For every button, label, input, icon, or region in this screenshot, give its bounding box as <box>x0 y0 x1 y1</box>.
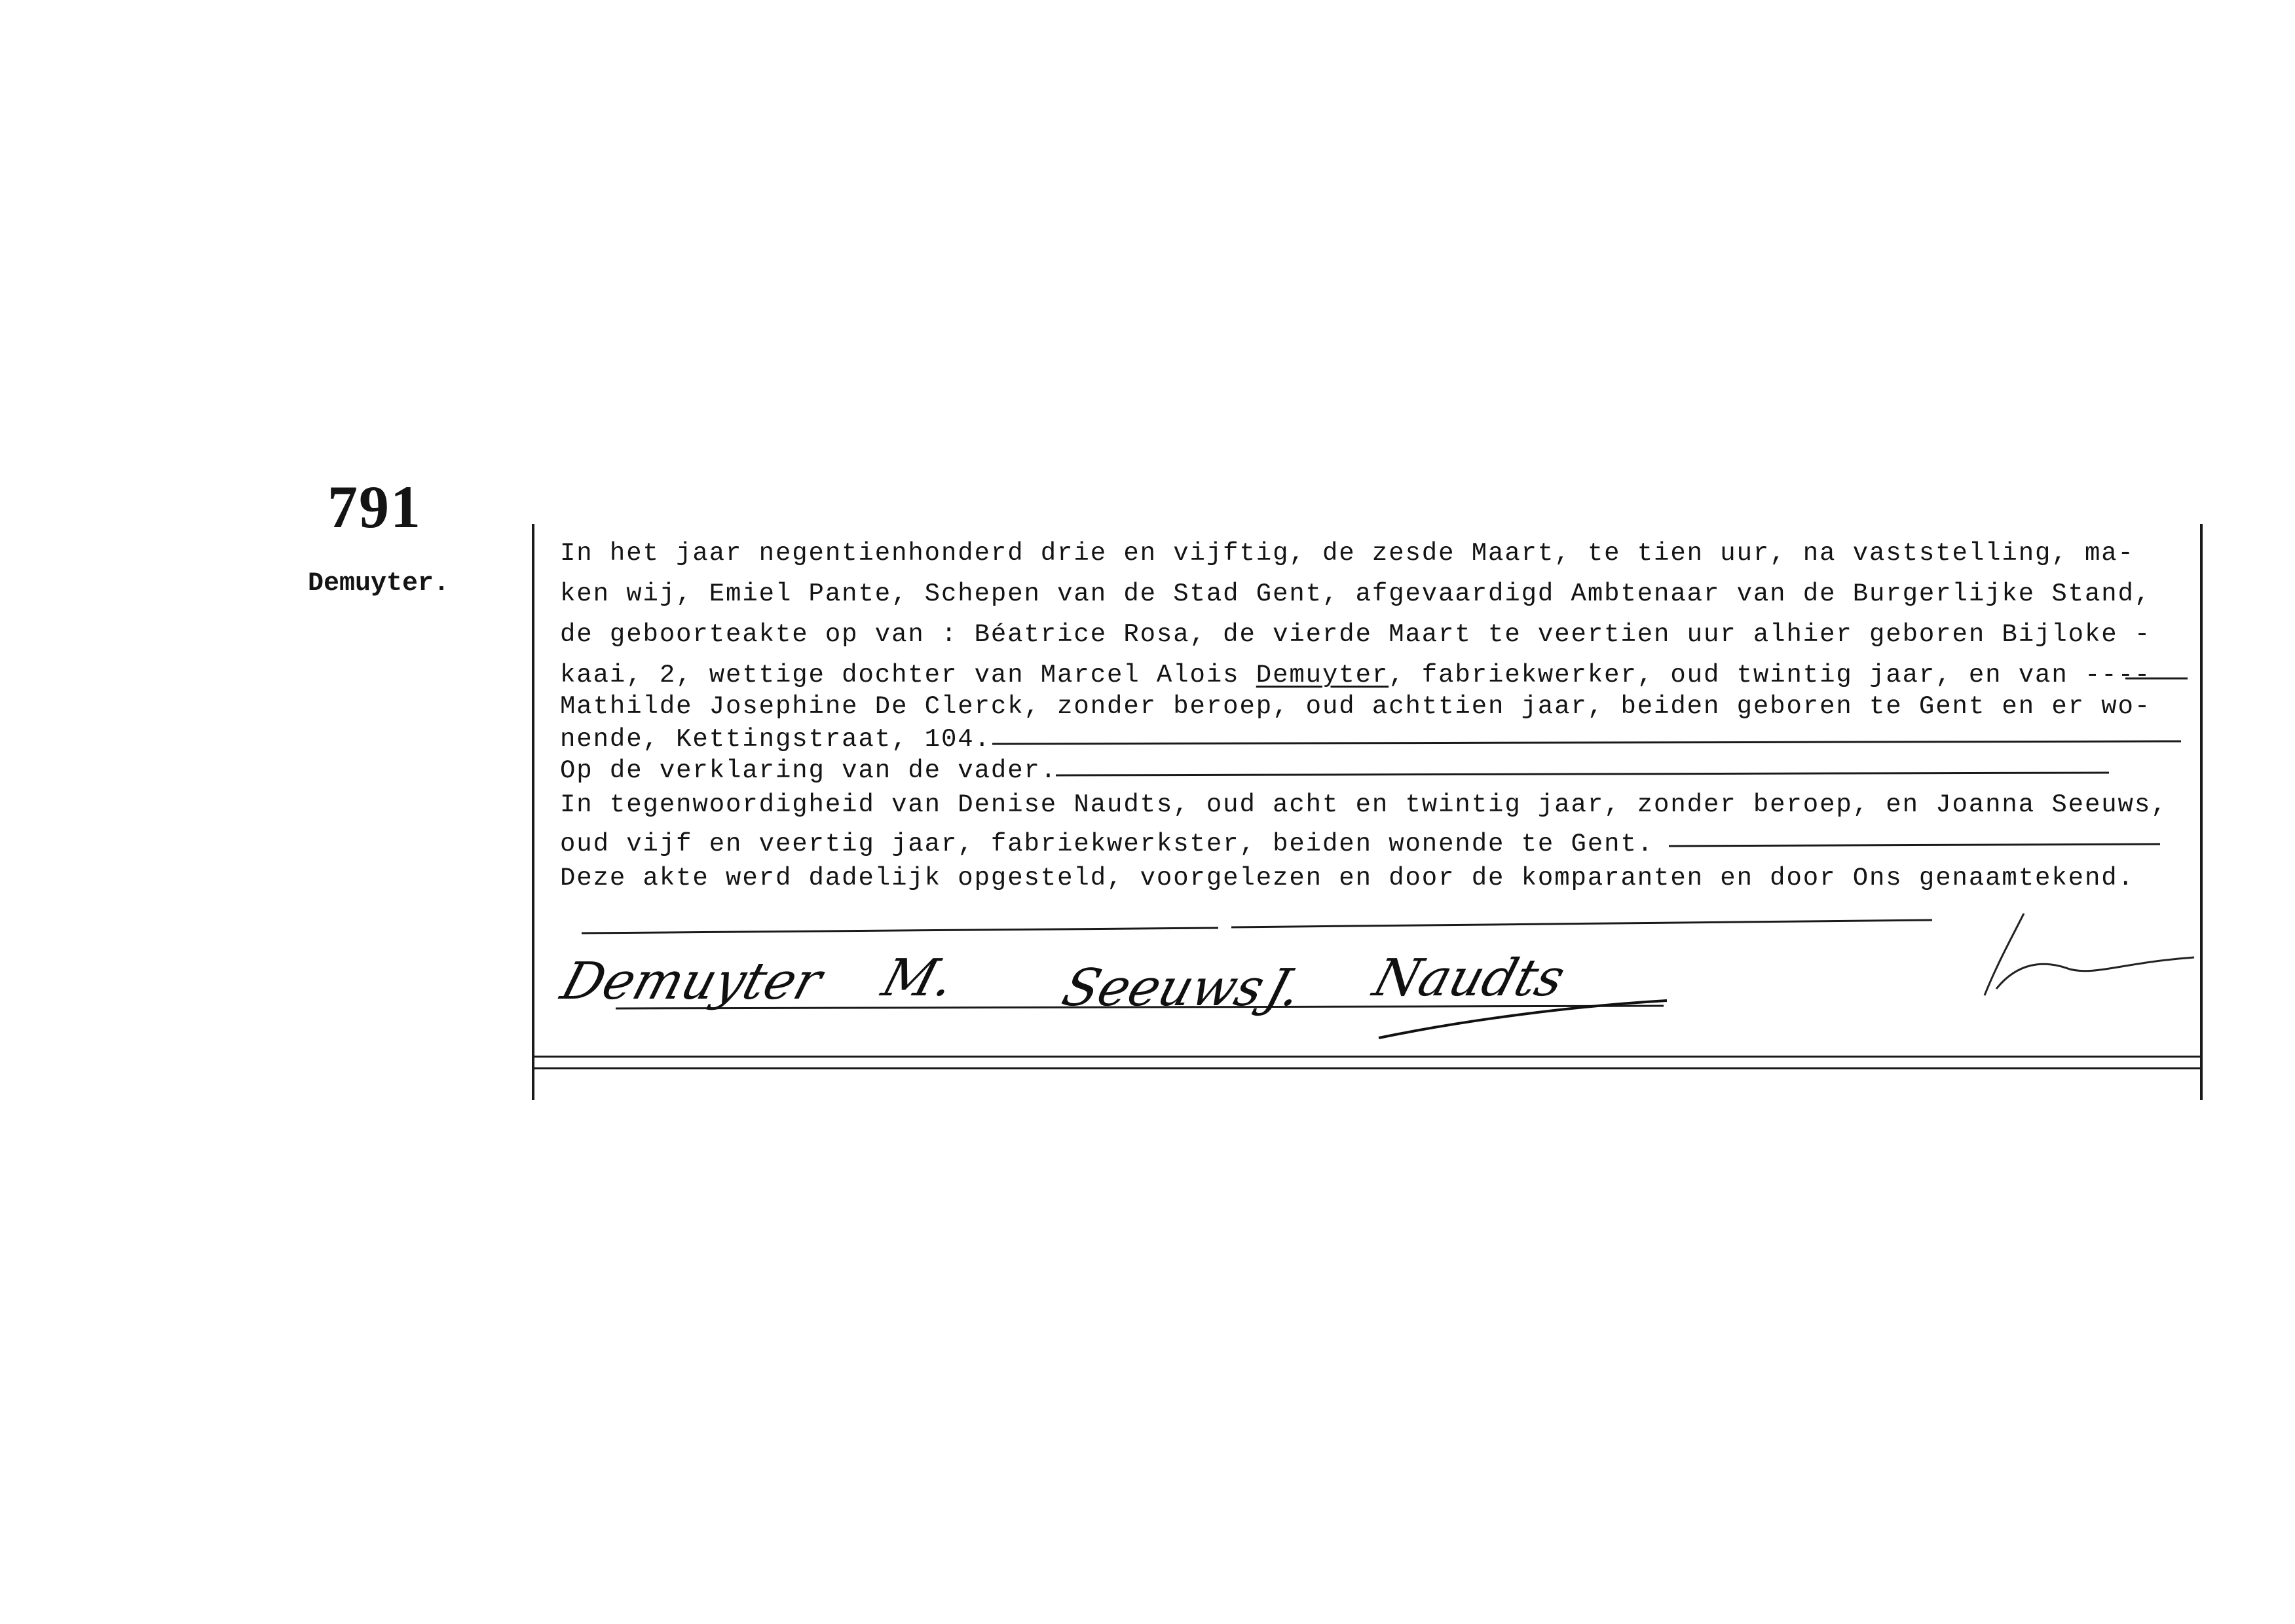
body-line-1: In het jaar negentienhonderd drie en vijftig, de zesde Maart, te tien uur, na vaststelling, ma- <box>560 539 2135 568</box>
filler-line-3 <box>1056 773 2109 775</box>
filler-line-4 <box>1669 844 2160 846</box>
filler-line-6 <box>1231 920 1932 927</box>
body-line-4-start: kaai, 2, wettige dochter van Marcel Alois <box>560 661 1256 690</box>
body-line-6: nende, Kettingstraat, 104. <box>560 725 991 754</box>
filler-line-2 <box>992 741 2181 744</box>
body-line-9: oud vijf en veertig jaar, fabriekwerkster, beiden wonende te Gent. <box>560 830 1654 858</box>
margin-surname: Demuyter. <box>308 569 450 599</box>
signature-seeuws: Seeuws <box>1056 959 1271 1018</box>
body-line-3: de geboorteakte op van : Béatrice Rosa, de vierde Maart te veertien uur alhier geboren Bijloke - <box>560 620 2152 649</box>
body-line-2: ken wij, Emiel Pante, Schepen van de Stad Gent, afgevaardigd Ambtenaar van de Burgerlijke Stand, <box>560 580 2152 608</box>
filler-line-5 <box>582 928 1218 933</box>
signature-initial-j: J. <box>1259 959 1309 1018</box>
body-line-8: In tegenwoordigheid van Denise Naudts, oud acht en twintig jaar, zonder beroep, en Joanna Seeuws, <box>560 790 2168 819</box>
signature-initial-m: M. <box>876 949 961 1008</box>
body-line-10: Deze akte werd dadelijk opgesteld, voorgelezen en door de komparanten en door Ons genaamtekend. <box>560 864 2135 893</box>
signature-naudts: Naudts <box>1367 949 1572 1008</box>
body-line-4-end: , fabriekwerker, oud twintig jaar, en van ---- <box>1389 661 2152 690</box>
signature-demuyter: Demuyter <box>555 952 829 1011</box>
underlined-surname: Demuyter <box>1256 661 1389 690</box>
body-line-5: Mathilde Josephine De Clerck, zonder beroep, oud achttien jaar, beiden geboren te Gent en er wo- <box>560 692 2152 721</box>
officer-paraph-icon <box>1985 913 2194 995</box>
body-line-7: Op de verklaring van de vader. <box>560 756 1058 785</box>
record-number: 791 <box>327 473 422 540</box>
